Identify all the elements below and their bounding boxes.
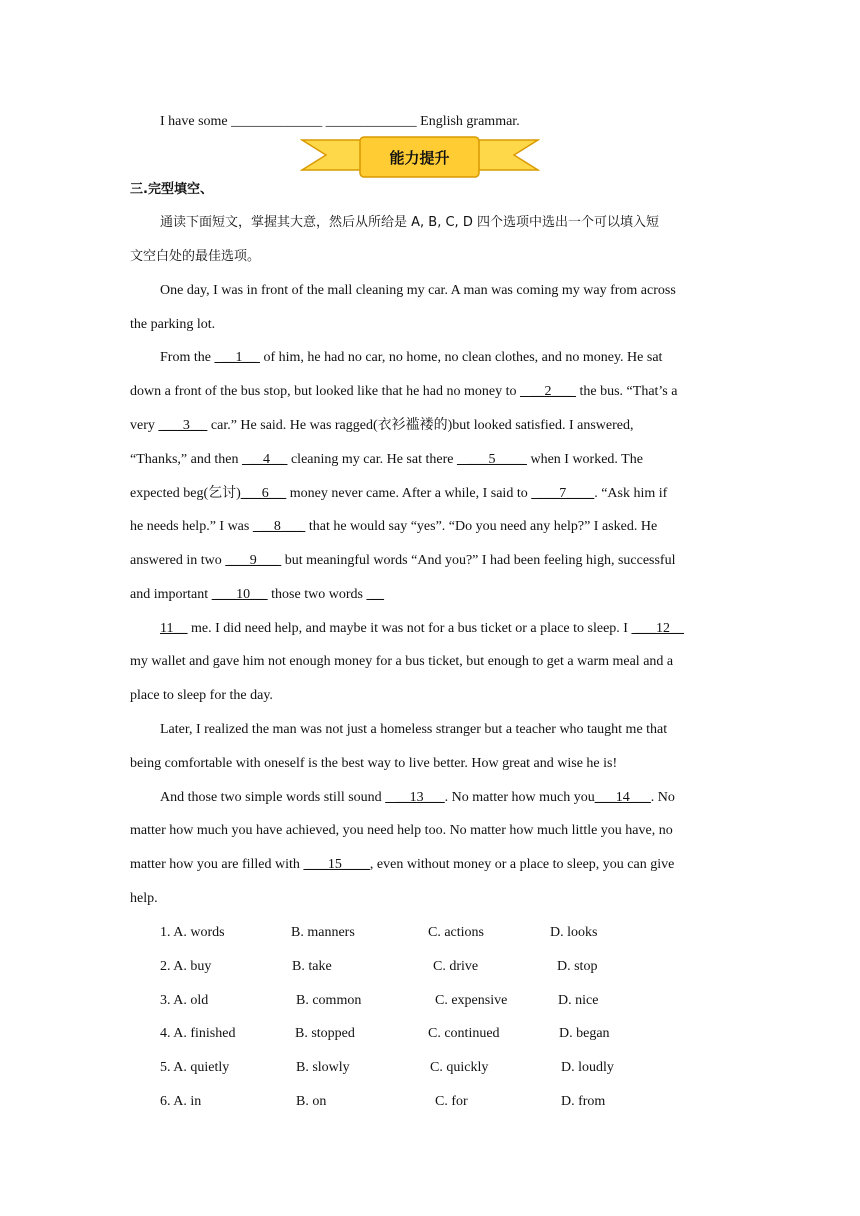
- answer-blank[interactable]: _____________: [325, 114, 417, 129]
- passage-line: matter how much you have achieved, you need help too. No matter how much little you have, no: [130, 823, 673, 838]
- option-b[interactable]: B. manners: [291, 925, 355, 940]
- option-b[interactable]: B. take: [292, 959, 332, 974]
- top-sentence: [160, 113, 520, 131]
- passage-line: One day, I was in front of the mall cleaning my car. A man was coming my way from across: [160, 283, 676, 298]
- blank-13[interactable]: __13___: [385, 790, 445, 805]
- blank-7[interactable]: ___7____: [531, 486, 595, 501]
- blank-10[interactable]: ___10__: [211, 587, 268, 602]
- option-d[interactable]: D. began: [559, 1026, 610, 1041]
- option-d[interactable]: D. looks: [550, 925, 598, 940]
- option-a[interactable]: 2. A. buy: [160, 959, 212, 974]
- banner-label: 能力提升: [389, 148, 450, 167]
- option-d[interactable]: D. stop: [557, 959, 598, 974]
- blank-3[interactable]: ___3__: [158, 418, 208, 433]
- option-c[interactable]: C. quickly: [430, 1060, 489, 1075]
- blank-14[interactable]: ___14___: [594, 790, 651, 805]
- passage-line: being comfortable with oneself is the best way to live better. How great and wise he is!: [130, 756, 618, 771]
- passage-line: down a front of the bus stop, but looked like that he had no money to __2___ the bus. “That’s a: [130, 384, 678, 399]
- section-heading: 三.完型填空、: [130, 182, 213, 197]
- blank-11[interactable]: 11__: [160, 621, 188, 636]
- passage-line: very ___3__ car.” He said. He was ragged(衣衫褴褛的)but looked satisfied. I answered,: [130, 418, 634, 433]
- instruction-text: 文空白处的最佳选项。: [130, 249, 261, 264]
- passage-line: place to sleep for the day.: [130, 688, 273, 703]
- blank-9[interactable]: ___9___: [225, 553, 282, 568]
- passage-line: help.: [130, 891, 158, 906]
- option-c[interactable]: C. expensive: [435, 993, 508, 1008]
- passage-line: the parking lot.: [130, 317, 216, 332]
- passage-line: 11__ me. I did need help, and maybe it was not for a bus ticket or a place to sleep. I ___12__: [160, 621, 684, 636]
- option-b[interactable]: B. on: [296, 1094, 327, 1109]
- option-a[interactable]: 3. A. old: [160, 993, 209, 1008]
- instruction-text: 通读下面短文，掌握其大意，然后从所给是 A, B, C, D 四个选项中选出一个可以填入短: [160, 215, 659, 230]
- blank-2[interactable]: __2___: [520, 384, 576, 399]
- blank-5[interactable]: ___5____: [456, 452, 527, 467]
- option-d[interactable]: D. nice: [558, 993, 599, 1008]
- option-b[interactable]: B. common: [296, 993, 362, 1008]
- passage-line: matter how you are filled with ___15____, even without money or a place to sleep, you can give: [130, 857, 675, 872]
- blank-15[interactable]: ___15____: [303, 857, 370, 872]
- passage-line: “Thanks,” and then __4__ cleaning my car. He sat there ___5____ when I worked. The: [130, 452, 643, 467]
- blank-4[interactable]: __4__: [241, 452, 288, 467]
- passage-line: he needs help.” I was __8___ that he would say “yes”. “Do you need any help?” I asked. He: [130, 519, 658, 534]
- passage-line: my wallet and gave him not enough money for a bus ticket, but enough to get a warm meal and a: [130, 654, 674, 669]
- passage-line: And those two simple words still sound __13___. No matter how much you___14___. No: [160, 790, 675, 805]
- blank-1[interactable]: __1__: [214, 350, 260, 365]
- passage-line: Later, I realized the man was not just a homeless stranger but a teacher who taught me that: [160, 722, 668, 737]
- option-b[interactable]: B. stopped: [295, 1026, 355, 1041]
- option-a[interactable]: 5. A. quietly: [160, 1060, 230, 1075]
- passage-line: and important ___10__ those two words __: [130, 587, 384, 602]
- option-d[interactable]: D. from: [561, 1094, 606, 1109]
- blank-12[interactable]: ___12__: [631, 621, 684, 636]
- option-d[interactable]: D. loudly: [561, 1060, 614, 1075]
- option-c[interactable]: C. drive: [433, 959, 479, 974]
- blank-11[interactable]: __: [366, 587, 384, 602]
- option-c[interactable]: C. for: [435, 1094, 468, 1109]
- blank-6[interactable]: ___6__: [240, 486, 287, 501]
- option-a[interactable]: 6. A. in: [160, 1094, 202, 1109]
- sentence-text: I have some: [160, 114, 232, 129]
- answer-blank[interactable]: _____________: [231, 114, 323, 129]
- blank-8[interactable]: __8___: [252, 519, 306, 534]
- passage-line: From the __1__ of him, he had no car, no home, no clean clothes, and no money. He sat: [160, 350, 663, 365]
- option-c[interactable]: C. continued: [428, 1026, 500, 1041]
- option-a[interactable]: 4. A. finished: [160, 1026, 236, 1041]
- option-c[interactable]: C. actions: [428, 925, 484, 940]
- option-a[interactable]: 1. A. words: [160, 925, 225, 940]
- passage-line: answered in two ___9___ but meaningful words “And you?” I had been feeling high, successful: [130, 553, 676, 568]
- option-b[interactable]: B. slowly: [296, 1060, 350, 1075]
- sentence-text: English grammar.: [416, 114, 520, 129]
- passage-line: expected beg(乞讨)___6__ money never came. After a while, I said to ___7____. “Ask him if: [130, 486, 668, 501]
